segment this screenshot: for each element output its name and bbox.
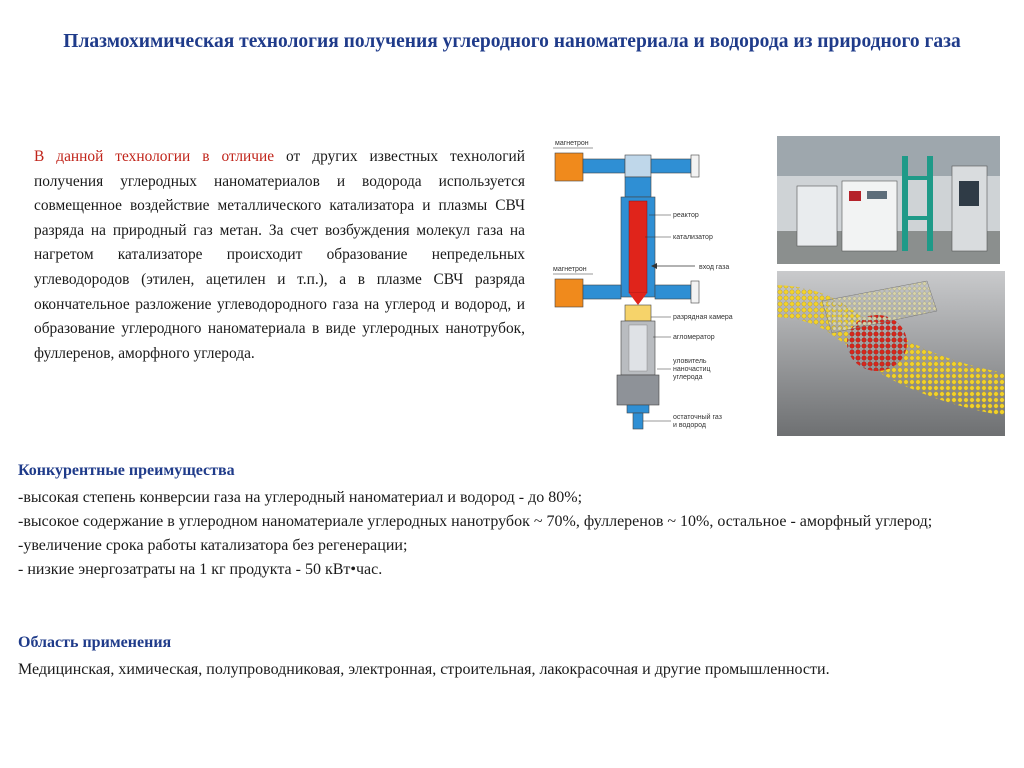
advantage-item: -высокая степень конверсии газа на углеродный наноматериал и водород - до 80%; (18, 489, 583, 506)
installation-photo (777, 136, 1000, 264)
intro-text: от других известных технологий получения углеродных наноматериалов и водорода используется совмещенное воздействие металлического катализатора и плазмы СВЧ разряда на природный газ метан. За счет возбуждения молекул газа на нагретом катализаторе происходит образование непредельных углеводородов (этилен, ацетилен и т.п.), а в плазме СВЧ разряда окончательное разложение углеводородного газа на углерод и водород, и образование углеродного наноматериала в виде углеродных нанотрубок, фуллеренов, аморфного углерода. (34, 148, 525, 362)
label-gas-inlet: вход газа (699, 264, 730, 271)
waveguide-top-left (583, 159, 625, 173)
label-magnetron-bottom: магнетрон (553, 266, 587, 273)
magnetron-top-block (555, 153, 583, 181)
reactor-diagram (545, 133, 763, 438)
waveguide-top-right (651, 159, 691, 173)
magnetron-bottom-block (555, 279, 583, 307)
applications-text: Медицинская, химическая, полупроводниковая, электронная, строительная, лакокрасочная и другие промышленности. (18, 661, 830, 678)
intro-paragraph (34, 145, 525, 366)
label-reactor: реактор (673, 212, 699, 219)
discharge-chamber (625, 305, 651, 321)
catcher (617, 375, 659, 405)
label-residual-2: и водород (673, 422, 706, 429)
advantage-item: -высокое содержание в углеродном наноматериале углеродных нанотрубок ~ 70%, фуллеренов ~ 10%, остальное - аморфный углерод; (18, 513, 933, 530)
label-catcher-2: наночастиц (673, 366, 711, 373)
nanotube-illustration (777, 271, 1005, 436)
advantage-item: - низкие энергозатраты на 1 кг продукта - 50 кВт•час. (18, 561, 383, 578)
advantages-title: Конкурентные преимущества (18, 462, 235, 479)
label-discharge-chamber: разрядная камера (673, 314, 733, 321)
label-catalyst: катализатор (673, 234, 713, 241)
label-magnetron-top: магнетрон (555, 140, 589, 147)
label-agglomerator: агломератор (673, 334, 715, 341)
intro-highlight: В данной технологии в отличие (34, 148, 275, 165)
advantages-list (18, 486, 1008, 582)
catalyst-column (629, 201, 647, 293)
applications-title: Область применения (18, 634, 172, 651)
label-residual-1: остаточный газ (673, 414, 722, 421)
label-catcher-1: уловитель (673, 358, 707, 365)
top-cavity (625, 155, 651, 177)
advantage-item: -увеличение срока работы катализатора без регенерации; (18, 537, 408, 554)
label-catcher-3: углерода (673, 374, 703, 381)
page-title: Плазмохимическая технология получения углеродного наноматериала и водорода из природного газа (63, 31, 961, 52)
